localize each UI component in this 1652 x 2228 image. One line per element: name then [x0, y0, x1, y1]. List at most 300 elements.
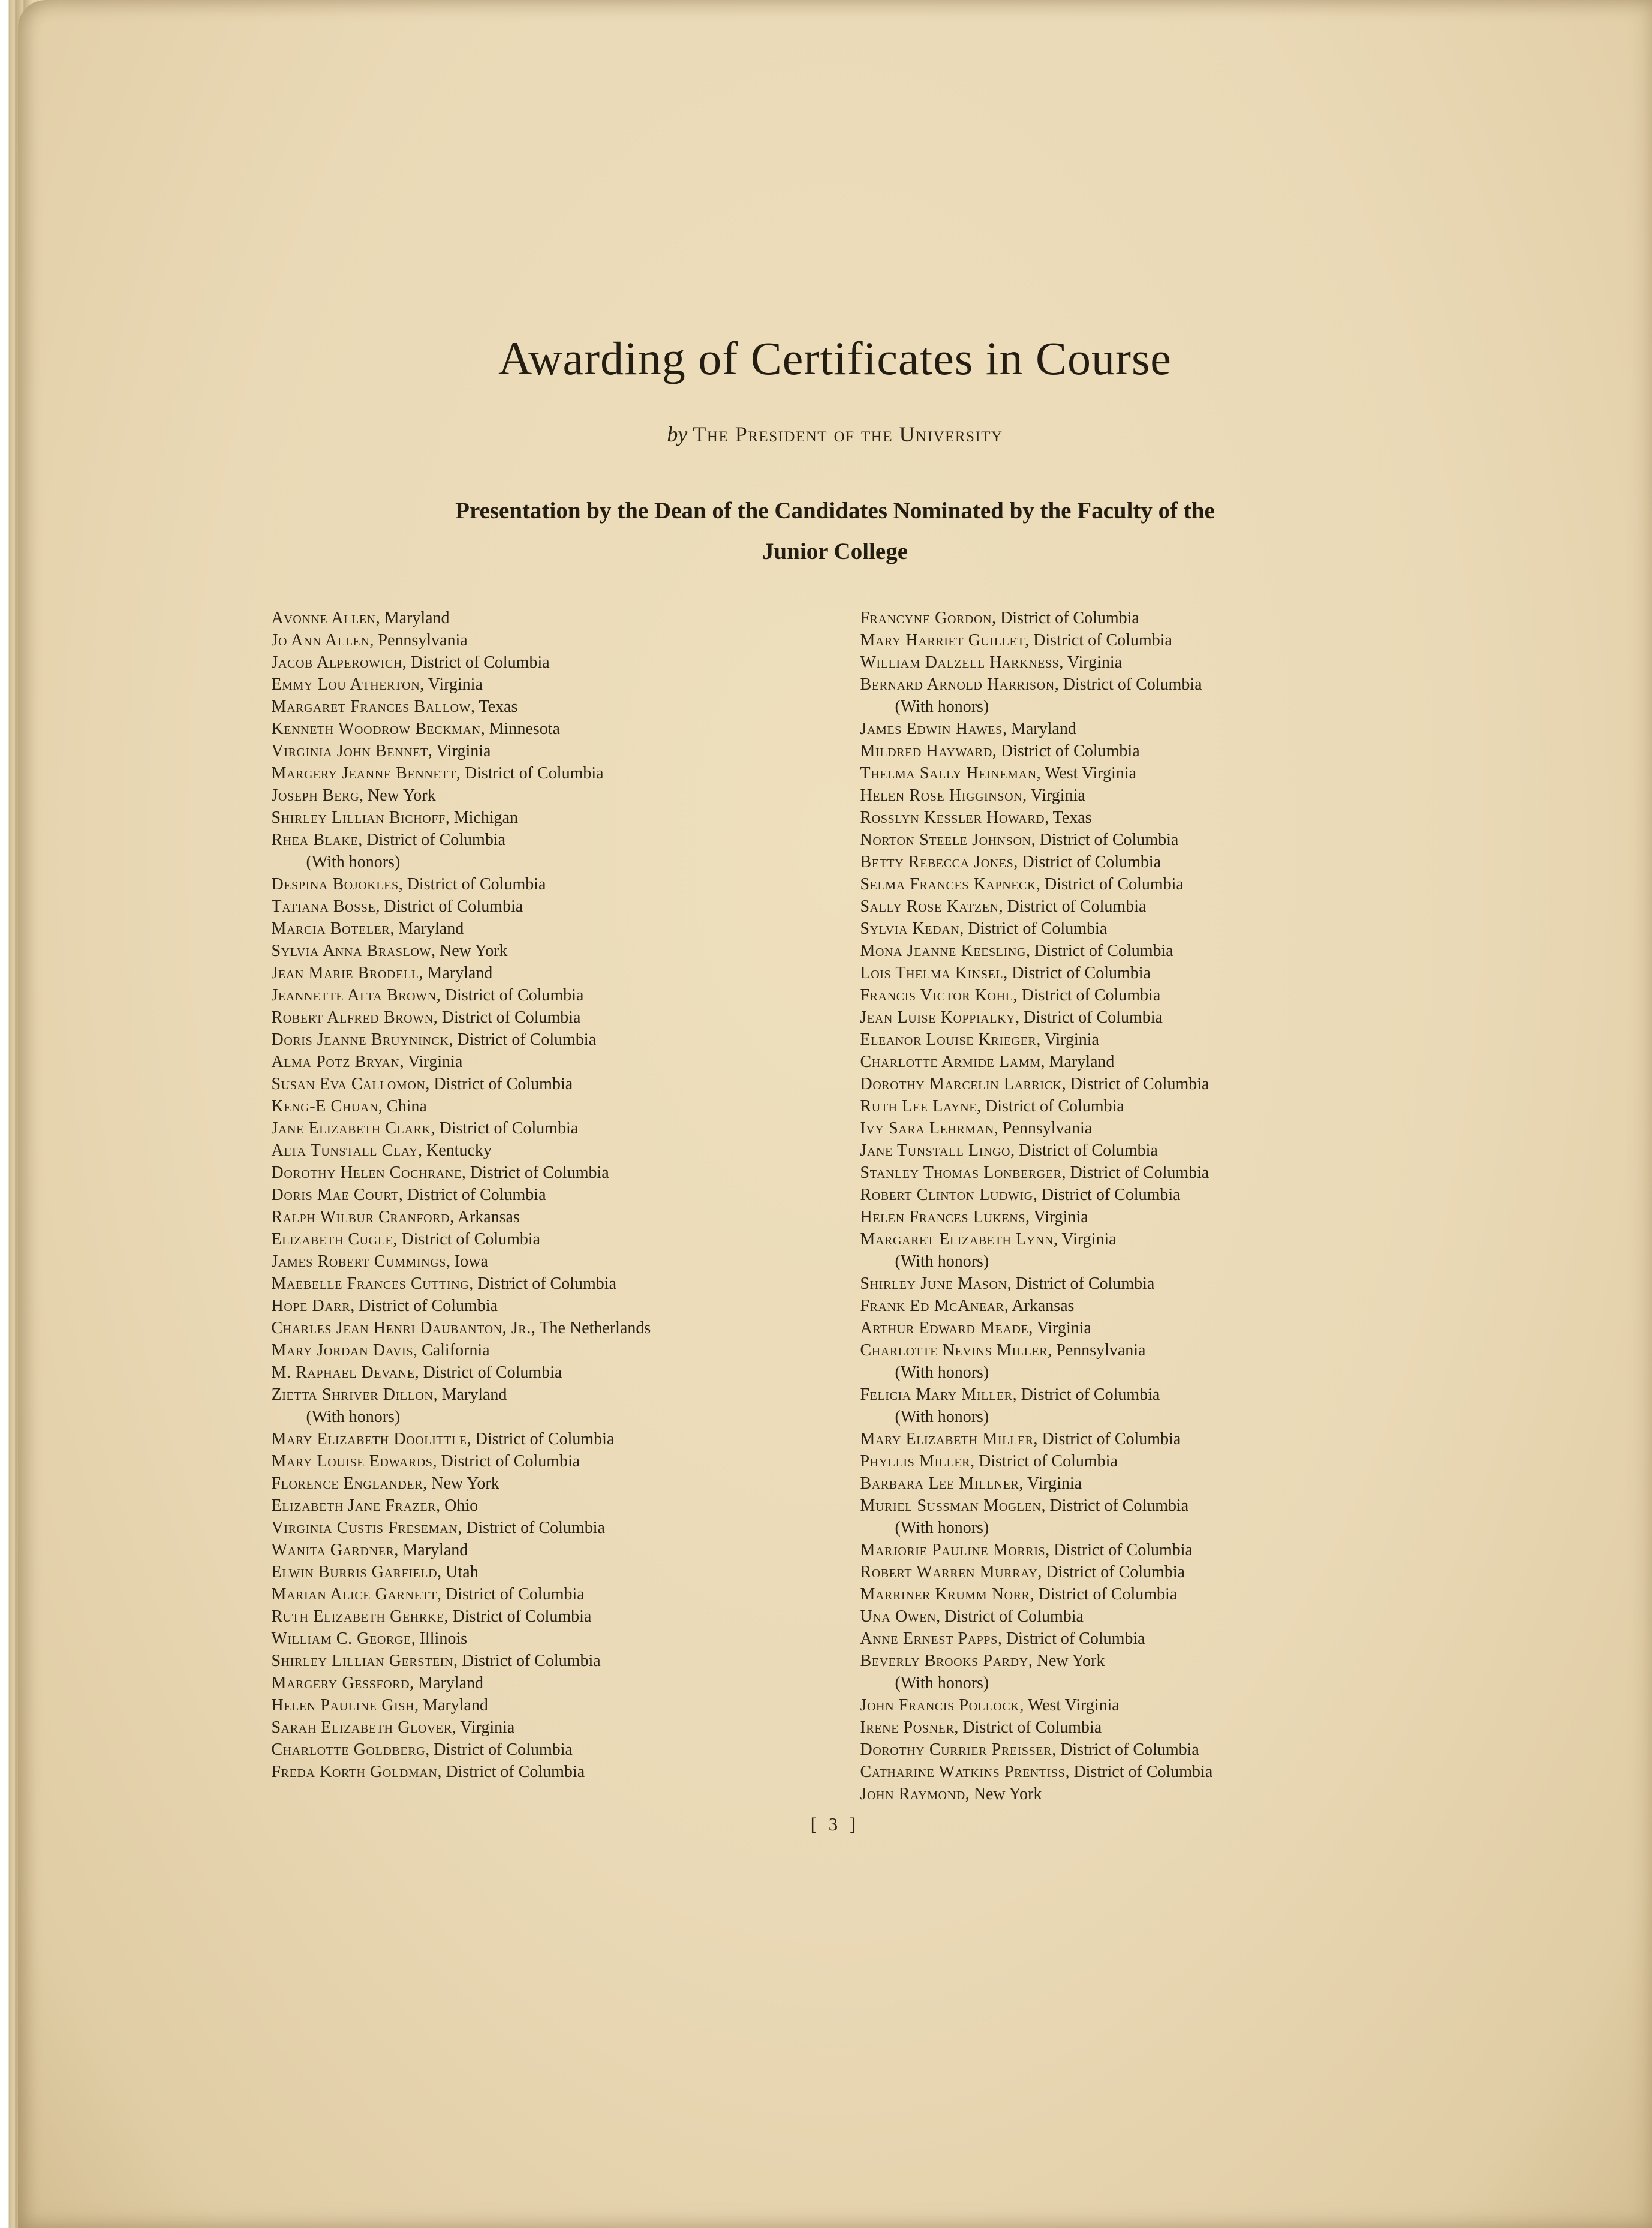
graduate-location: , District of Columbia [1025, 631, 1172, 650]
graduate-name: Beverly Brooks Pardy [860, 1652, 1028, 1671]
presentation-heading-line2: Junior College [762, 539, 908, 565]
list-item [860, 1450, 1399, 1472]
graduate-name: Shirley Lillian Gerstein [271, 1652, 453, 1671]
graduate-location: , District of Columbia [433, 1008, 581, 1027]
graduate-name: James Robert Cummings [271, 1252, 446, 1271]
list-item [860, 1184, 1399, 1206]
list-item [272, 740, 810, 762]
list-item [860, 607, 1399, 629]
graduate-name: Florence Englander [271, 1474, 423, 1493]
list-item [272, 962, 810, 984]
list-item [860, 718, 1399, 740]
honors-note: (With honors) [895, 1408, 989, 1427]
list-item [272, 1739, 810, 1761]
graduate-location: , District of Columbia [469, 1274, 617, 1294]
graduate-name: Mary Elizabeth Doolittle [271, 1430, 467, 1449]
graduate-location: , New York [359, 786, 436, 805]
graduate-location: , Virginia [1022, 786, 1085, 805]
graduate-location: , Iowa [446, 1252, 488, 1271]
graduate-location: , District of Columbia [1041, 1496, 1189, 1516]
list-item [860, 1539, 1399, 1561]
list-item [272, 1139, 810, 1162]
list-item [272, 873, 810, 895]
graduate-name: Hope Darr [271, 1297, 351, 1316]
graduate-location: , Maryland [1002, 720, 1076, 739]
graduate-name: Jacob Alperowich [271, 653, 402, 672]
list-item [860, 829, 1399, 851]
list-item [860, 1095, 1399, 1117]
list-item [272, 1250, 810, 1273]
program-page [18, 0, 1652, 2228]
graduate-name: Sarah Elizabeth Glover [271, 1718, 452, 1737]
page-number: [ 3 ] [810, 1814, 860, 1835]
graduate-name: Despina Bojokles [271, 875, 399, 894]
graduate-name: Muriel Sussman Moglen [860, 1496, 1042, 1516]
graduate-name: Bernard Arnold Harrison [860, 675, 1055, 694]
graduate-name: Marriner Krumm Norr [860, 1585, 1030, 1604]
byline-text: The President of the University [693, 422, 1003, 447]
graduate-name: Charles Jean Henri Daubanton, Jr. [271, 1319, 531, 1338]
byline [272, 421, 1399, 447]
graduate-name: Ivy Sara Lehrman [860, 1119, 994, 1138]
graduate-location: , District of Columbia [977, 1097, 1124, 1116]
list-item [860, 1006, 1399, 1029]
graduate-location: , District of Columbia [998, 897, 1147, 916]
graduate-name: Irene Posner [860, 1718, 955, 1737]
graduate-name: Jane Tunstall Lingo [860, 1141, 1011, 1160]
graduate-name: Marian Alice Garnett [271, 1585, 437, 1604]
graduate-location: , New York [431, 942, 508, 961]
graduate-location: , Texas [471, 697, 518, 717]
graduate-name: Frank Ed McAnear [860, 1297, 1004, 1316]
graduate-location: , California [413, 1341, 490, 1360]
list-item [272, 807, 810, 829]
graduate-name: Charlotte Armide Lamm [860, 1053, 1041, 1072]
list-item [860, 673, 1399, 696]
graduate-location: , District of Columbia [1025, 942, 1173, 961]
graduate-name: Mary Jordan Davis [271, 1341, 414, 1360]
graduate-name: Ruth Lee Layne [860, 1097, 977, 1116]
graduate-location: , Maryland [410, 1674, 484, 1693]
graduate-location: , China [378, 1097, 427, 1116]
honors-note: (With honors) [895, 697, 989, 717]
list-item [272, 762, 810, 784]
graduate-location: , Virginia [1019, 1474, 1082, 1493]
list-item [860, 851, 1399, 873]
list-item [860, 762, 1399, 784]
list-item [272, 1206, 810, 1228]
graduate-name: Virginia John Bennet [271, 742, 428, 761]
graduate-location: , District of Columbia [1033, 1430, 1181, 1449]
honors-note: (With honors) [306, 853, 401, 872]
graduate-name: Helen Rose Higginson [860, 786, 1023, 805]
list-item [860, 1605, 1399, 1628]
graduate-location: , Texas [1045, 808, 1092, 828]
list-item [272, 1450, 810, 1472]
graduate-name: Jane Elizabeth Clark [271, 1119, 431, 1138]
graduate-name: Wanita Gardner [271, 1541, 395, 1560]
graduate-location: , District of Columbia [992, 742, 1140, 761]
list-item [860, 629, 1399, 651]
graduate-location: , Pennsylvania [994, 1119, 1093, 1138]
graduate-location: , Arkansas [1004, 1297, 1075, 1316]
list-item [272, 1095, 810, 1117]
graduate-location: , District of Columbia [458, 1519, 605, 1538]
graduate-location: , District of Columbia [1012, 1385, 1160, 1405]
list-item [860, 1694, 1399, 1716]
presentation-heading-line1: Presentation by the Dean of the Candidates Nominated by the Faculty of the [455, 498, 1215, 524]
list-item [272, 1029, 810, 1051]
graduate-name: Betty Rebecca Jones [860, 853, 1014, 872]
graduate-location: , Ohio [436, 1496, 479, 1516]
list-item [860, 1139, 1399, 1162]
graduate-location: , Virginia [1025, 1208, 1088, 1227]
graduate-location: , District of Columbia [453, 1652, 601, 1671]
list-item [272, 984, 810, 1006]
graduate-name: Anne Ernest Papps [860, 1629, 998, 1649]
graduate-name: Arthur Edward Meade [860, 1319, 1029, 1338]
list-item [272, 1273, 810, 1295]
list-item [272, 1184, 810, 1206]
graduate-name: Mary Harriet Guillet [860, 631, 1025, 650]
graduate-location: , New York [423, 1474, 499, 1493]
graduate-location: , District of Columbia [959, 919, 1108, 939]
list-item [272, 1761, 810, 1783]
graduate-name: Robert Clinton Ludwig [860, 1186, 1033, 1205]
list-item [860, 1073, 1399, 1095]
graduate-name: Jean Luise Koppialky [860, 1008, 1016, 1027]
presentation-heading [272, 491, 1399, 572]
graduate-location: , District of Columbia [398, 875, 546, 894]
graduate-location: , Virginia [1028, 1319, 1091, 1338]
graduate-name: Sylvia Kedan [860, 919, 960, 939]
graduate-location: , District of Columbia [1013, 853, 1161, 872]
graduate-name: Kenneth Woodrow Beckman [271, 720, 481, 739]
graduate-location: , District of Columbia [1003, 964, 1151, 983]
graduate-name: John Raymond [860, 1785, 965, 1804]
list-item [860, 1739, 1399, 1761]
graduate-name: Avonne Allen [271, 609, 376, 628]
graduate-name: Keng-E Chuan [271, 1097, 378, 1116]
list-item [860, 1206, 1399, 1228]
graduate-name: Freda Korth Goldman [271, 1763, 438, 1782]
list-item [272, 895, 810, 918]
graduate-name: Margaret Frances Ballow [271, 697, 471, 717]
graduate-location: , West Virginia [1019, 1696, 1120, 1715]
list-item [860, 740, 1399, 762]
list-item [272, 1006, 810, 1029]
graduate-location: , Maryland [375, 609, 450, 628]
graduate-location: , District of Columbia [431, 1119, 579, 1138]
list-item [272, 1162, 810, 1184]
graduate-name: Marjorie Pauline Morris [860, 1541, 1046, 1560]
graduate-name: Mona Jeanne Keesling [860, 942, 1026, 961]
list-item [860, 807, 1399, 829]
list-item [272, 1605, 810, 1628]
list-item [272, 1716, 810, 1739]
list-item [272, 1073, 810, 1095]
graduate-name: Maebelle Frances Cutting [271, 1274, 470, 1294]
page-content [272, 0, 1399, 1835]
list-item [272, 1051, 810, 1073]
graduate-name: William C. George [271, 1629, 411, 1649]
graduate-name: Doris Mae Court [271, 1186, 399, 1205]
graduate-location: , District of Columbia [997, 1629, 1145, 1649]
graduate-name: Elwin Burris Garfield [271, 1563, 438, 1582]
graduate-location: , District of Columbia [936, 1607, 1084, 1626]
graduate-name: Elizabeth Cugle [271, 1230, 393, 1249]
graduate-location: , District of Columbia [425, 1075, 573, 1094]
list-item [860, 1051, 1399, 1073]
graduate-name: Joseph Berg [271, 786, 360, 805]
graduate-name: Sylvia Anna Braslow [271, 942, 431, 961]
list-item [272, 1517, 810, 1539]
graduate-location: , New York [965, 1785, 1042, 1804]
list-item [860, 651, 1399, 673]
list-item [860, 1783, 1399, 1805]
graduate-name: Una Owen [860, 1607, 937, 1626]
graduate-location: , Maryland [394, 1541, 468, 1560]
graduate-name: Shirley June Mason [860, 1274, 1007, 1294]
graduate-location: , Pennsylvania [1048, 1341, 1146, 1360]
graduate-location: , District of Columbia [1061, 1163, 1209, 1183]
graduate-name: Shirley Lillian Bichoff [271, 808, 446, 828]
graduate-name: Emmy Lou Atherton [271, 675, 420, 694]
list-item [860, 1583, 1399, 1605]
graduate-location: , Virginia [1053, 1230, 1117, 1249]
list-item [860, 962, 1399, 984]
graduate-name: Susan Eva Callomon [271, 1075, 426, 1094]
list-item [272, 1295, 810, 1317]
graduate-location: , District of Columbia [436, 986, 584, 1005]
graduate-name: Ralph Wilbur Cranford [271, 1208, 450, 1227]
list-item [272, 1672, 810, 1694]
graduate-location: , District of Columbia [1015, 1008, 1163, 1027]
list-item [272, 784, 810, 807]
graduate-location: , District of Columbia [1033, 1186, 1181, 1205]
page-title: Awarding of Certificates in Course [498, 332, 1172, 385]
graduate-location: , District of Columbia [1013, 986, 1161, 1005]
list-item [860, 873, 1399, 895]
list-item [272, 1117, 810, 1139]
graduate-name: Robert Alfred Brown [271, 1008, 434, 1027]
graduate-name: Mary Louise Edwards [271, 1452, 433, 1471]
list-item [272, 1539, 810, 1561]
graduate-name: Alta Tunstall Clay [271, 1141, 419, 1160]
graduate-name: Francyne Gordon [860, 609, 992, 628]
list-item [860, 1384, 1399, 1406]
list-item [860, 1561, 1399, 1583]
graduate-location: , Virginia [1036, 1030, 1099, 1050]
graduate-column-left [272, 607, 810, 1805]
list-item [272, 696, 810, 718]
list-item [272, 629, 810, 651]
graduate-name: Alma Potz Bryan [271, 1053, 400, 1072]
list-item [272, 651, 810, 673]
graduate-name: Doris Jeanne Bruyninck [271, 1030, 449, 1050]
list-item [272, 1628, 810, 1650]
graduate-name: Norton Steele Johnson [860, 831, 1031, 850]
graduate-location: , Kentucky [418, 1141, 492, 1160]
honors-note: (With honors) [895, 1519, 989, 1538]
graduate-name: Thelma Sally Heineman [860, 764, 1037, 783]
graduate-location: , District of Columbia [432, 1452, 580, 1471]
graduate-location: , Virginia [1059, 653, 1123, 672]
graduate-location: , Maryland [1040, 1053, 1115, 1072]
honors-note: (With honors) [895, 1674, 989, 1693]
graduate-location: , District of Columbia [358, 831, 506, 850]
graduate-location: , District of Columbia [1037, 1563, 1185, 1582]
graduate-location: , Maryland [433, 1385, 507, 1405]
list-item [860, 784, 1399, 807]
graduate-name: Dorothy Marcelin Larrick [860, 1075, 1062, 1094]
graduate-location: , District of Columbia [1054, 675, 1202, 694]
graduate-location: , District of Columbia [1065, 1763, 1213, 1782]
graduate-location: , District of Columbia [444, 1607, 592, 1626]
graduate-name: Helen Pauline Gish [271, 1696, 415, 1715]
graduate-name: Phyllis Miller [860, 1452, 971, 1471]
graduate-location: , Arkansas [450, 1208, 520, 1227]
graduate-name: Zietta Shriver Dillon [271, 1385, 434, 1405]
list-item [860, 1761, 1399, 1783]
list-item [272, 1495, 810, 1517]
graduate-location: , Virginia [420, 675, 483, 694]
list-item [860, 1317, 1399, 1339]
list-item [860, 1273, 1399, 1295]
list-item [860, 1716, 1399, 1739]
graduate-location: , District of Columbia [437, 1585, 585, 1604]
graduate-location: , District of Columbia [437, 1763, 585, 1782]
graduate-location: , The Netherlands [531, 1319, 651, 1338]
graduate-location: , District of Columbia [350, 1297, 498, 1316]
graduate-location: , New York [1028, 1652, 1105, 1671]
list-item [860, 1495, 1399, 1517]
list-item [860, 1029, 1399, 1051]
graduate-name: John Francis Pollock [860, 1696, 1020, 1715]
list-item [272, 1339, 810, 1361]
byline-prefix: by [667, 422, 688, 447]
graduate-location: , District of Columbia [1010, 1141, 1158, 1160]
graduate-name: M. Raphael Devane [271, 1363, 415, 1382]
graduate-location: , Michigan [445, 808, 519, 828]
graduate-location: , District of Columbia [992, 609, 1139, 628]
graduate-name: Stanley Thomas Lonberger [860, 1163, 1062, 1183]
graduate-name: Felicia Mary Miller [860, 1385, 1013, 1405]
graduate-name: Charlotte Goldberg [271, 1740, 426, 1760]
honors-note: (With honors) [306, 1408, 401, 1427]
graduate-location: , Maryland [414, 1696, 488, 1715]
list-item [860, 1628, 1399, 1650]
graduate-name: Dorothy Currier Preisser [860, 1740, 1052, 1760]
graduate-location: , District of Columbia [1030, 1585, 1178, 1604]
graduate-name: Margery Jeanne Bennett [271, 764, 456, 783]
list-item [272, 1384, 810, 1406]
list-item [272, 940, 810, 962]
graduate-name: Robert Warren Murray [860, 1563, 1038, 1582]
graduate-location: , District of Columbia [1031, 831, 1179, 850]
graduate-name: Margaret Elizabeth Lynn [860, 1230, 1054, 1249]
graduate-name: Virginia Custis Freseman [271, 1519, 458, 1538]
graduate-name: Rosslyn Kessler Howard [860, 808, 1045, 828]
graduate-location: , Virginia [428, 742, 491, 761]
list-item [860, 1339, 1399, 1361]
list-item [272, 1317, 810, 1339]
graduate-location: , District of Columbia [402, 653, 550, 672]
graduate-location: , District of Columbia [456, 764, 604, 783]
graduate-location: , District of Columbia [1052, 1740, 1199, 1760]
graduate-location: , Minnesota [480, 720, 560, 739]
graduate-location: , Illinois [411, 1629, 468, 1649]
list-item [272, 1583, 810, 1605]
list-item [272, 673, 810, 696]
graduate-name: James Edwin Hawes [860, 720, 1003, 739]
graduate-location: , District of Columbia [1045, 1541, 1193, 1560]
list-item [272, 1361, 810, 1384]
list-item [272, 1561, 810, 1583]
list-item [272, 1428, 810, 1450]
graduate-name: Marcia Boteler [271, 919, 390, 939]
list-item [272, 1228, 810, 1250]
graduate-location: , District of Columbia [1061, 1075, 1209, 1094]
graduate-location: , District of Columbia [954, 1718, 1102, 1737]
graduate-location: , Maryland [419, 964, 493, 983]
graduate-name: Dorothy Helen Cochrane [271, 1163, 462, 1183]
graduate-name: Tatiana Bosse [271, 897, 376, 916]
graduate-location: , District of Columbia [375, 897, 523, 916]
list-item [272, 1694, 810, 1716]
graduate-location: , District of Columbia [398, 1186, 546, 1205]
graduate-name: Francis Victor Kohl [860, 986, 1013, 1005]
graduate-name: Jean Marie Brodell [271, 964, 419, 983]
graduate-location: , District of Columbia [425, 1740, 573, 1760]
graduate-name: Rhea Blake [271, 831, 359, 850]
graduate-location: , District of Columbia [1007, 1274, 1155, 1294]
graduate-name: Lois Thelma Kinsel [860, 964, 1004, 983]
list-item [860, 1162, 1399, 1184]
graduate-name: Eleanor Louise Krieger [860, 1030, 1037, 1050]
graduate-name: Ruth Elizabeth Gehrke [271, 1607, 444, 1626]
graduate-name: Catharine Watkins Prentiss [860, 1763, 1066, 1782]
honors-note: (With honors) [895, 1252, 989, 1271]
graduate-location: , District of Columbia [461, 1163, 609, 1183]
list-item [860, 1472, 1399, 1495]
list-item [272, 607, 810, 629]
graduate-location: , Virginia [452, 1718, 515, 1737]
graduate-name: Sally Rose Katzen [860, 897, 999, 916]
list-item [860, 1228, 1399, 1250]
honors-note: (With honors) [895, 1363, 989, 1382]
list-item [272, 1472, 810, 1495]
graduate-location: , District of Columbia [970, 1452, 1118, 1471]
graduate-location: , Virginia [399, 1053, 463, 1072]
list-item [272, 1650, 810, 1672]
list-item [860, 1295, 1399, 1317]
graduate-location: , Utah [437, 1563, 479, 1582]
graduate-column-right [860, 607, 1399, 1805]
graduate-name: Charlotte Nevins Miller [860, 1341, 1048, 1360]
graduate-location: , District of Columbia [449, 1030, 597, 1050]
list-item [860, 1117, 1399, 1139]
graduate-location: , West Virginia [1036, 764, 1137, 783]
list-item [860, 1650, 1399, 1672]
list-item [860, 918, 1399, 940]
graduate-list [272, 607, 1399, 1805]
graduate-name: Mildred Hayward [860, 742, 992, 761]
graduate-name: Margery Gessford [271, 1674, 410, 1693]
graduate-name: Helen Frances Lukens [860, 1208, 1026, 1227]
graduate-location: , District of Columbia [393, 1230, 541, 1249]
graduate-location: , District of Columbia [467, 1430, 615, 1449]
